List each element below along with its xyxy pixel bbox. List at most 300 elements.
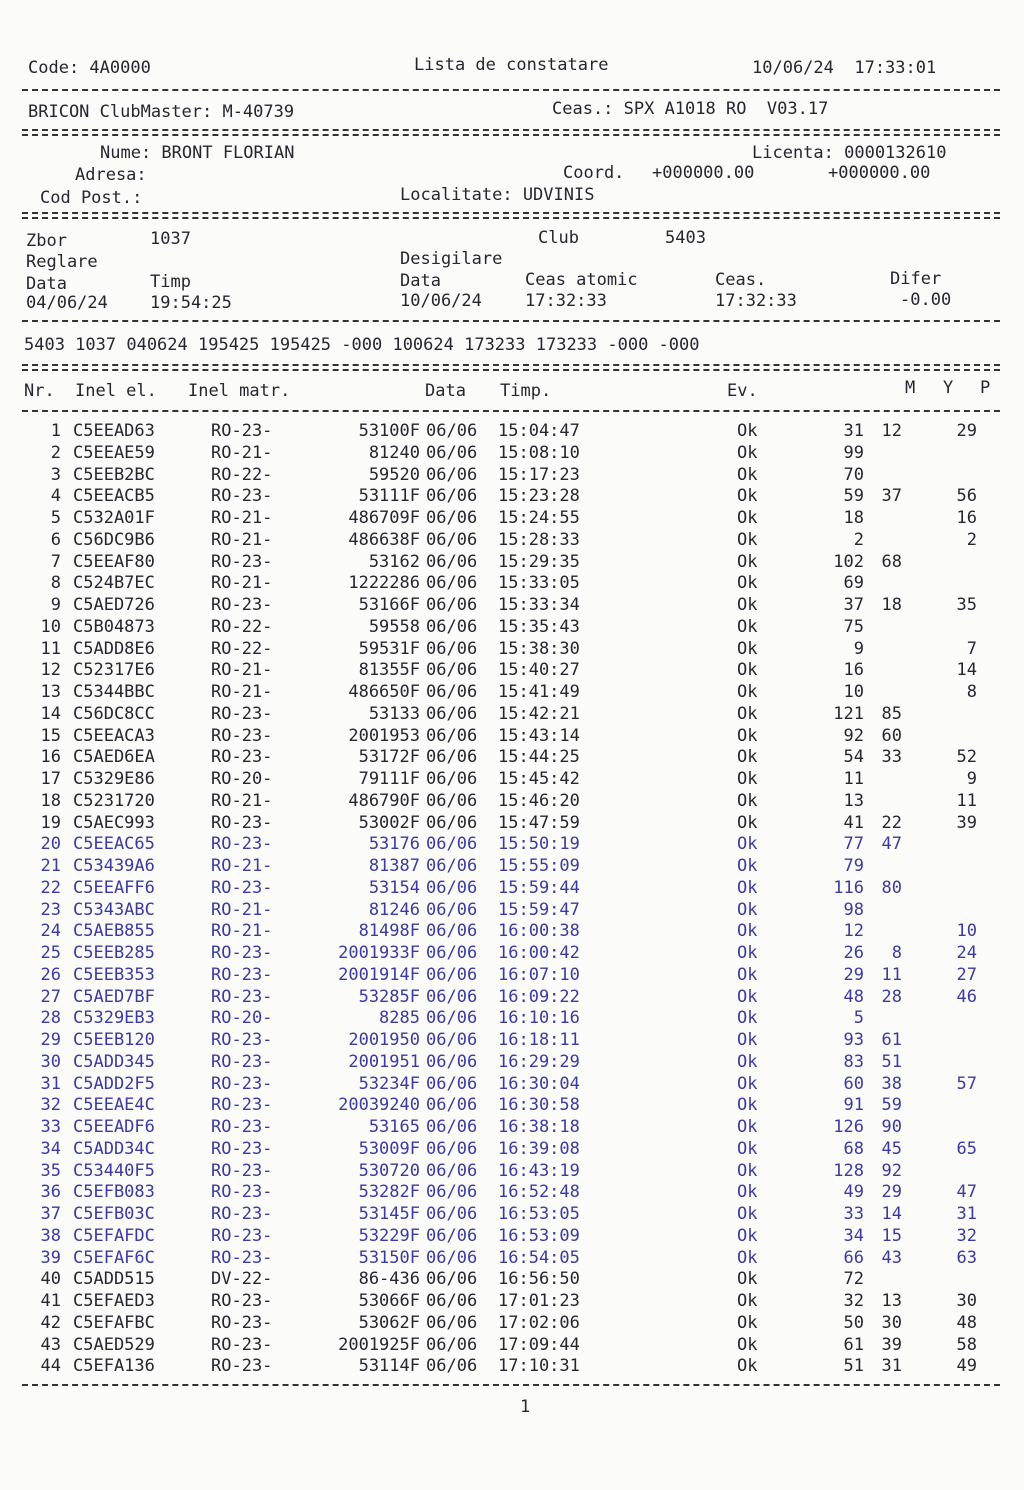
cell-time: 15:23:28 xyxy=(498,486,580,507)
cell-p: 46 xyxy=(956,986,977,1007)
cell-pre: RO-23- xyxy=(211,1030,273,1050)
table-row xyxy=(0,1095,1024,1117)
cell-ev: Ok xyxy=(737,856,758,876)
cell-el: C5EFAF6C xyxy=(73,1247,155,1268)
cell-m: 77 xyxy=(843,834,864,855)
cell-el: C5AED726 xyxy=(73,595,155,615)
cell-ring: 53234F xyxy=(358,1073,420,1094)
cell-nr: 10 xyxy=(40,616,61,637)
cell-nr: 29 xyxy=(40,1030,61,1050)
cell-date: 06/06 xyxy=(426,877,478,898)
cell-pre: RO-23- xyxy=(211,812,273,833)
cell-pre: RO-23- xyxy=(211,1138,273,1159)
cell-ring: 53285F xyxy=(358,986,420,1007)
cell-el: C532A01F xyxy=(73,508,155,528)
print-datetime: 10/06/24 17:33:01 xyxy=(752,58,937,78)
cell-ev: Ok xyxy=(737,1138,758,1159)
table-row xyxy=(0,813,1024,835)
cell-ev: Ok xyxy=(737,1030,758,1050)
cell-ring: 486650F xyxy=(348,682,420,702)
col-header-time: Timp. xyxy=(500,381,552,401)
cell-nr: 31 xyxy=(40,1073,61,1094)
cell-date: 06/06 xyxy=(426,1117,478,1137)
cell-m: 116 xyxy=(833,877,864,898)
cell-p: 2 xyxy=(966,529,977,550)
cell-nr: 43 xyxy=(40,1334,61,1355)
cell-m: 54 xyxy=(843,747,864,768)
cell-pre: RO-23- xyxy=(211,986,273,1007)
cell-p: 24 xyxy=(956,943,977,963)
cell-m: 75 xyxy=(843,616,864,637)
cell-ring: 486709F xyxy=(348,508,420,528)
cell-date: 06/06 xyxy=(426,703,478,724)
col-header-y: Y xyxy=(943,378,954,398)
table-row xyxy=(0,1074,1024,1096)
cell-date: 06/06 xyxy=(426,573,478,594)
cell-m: 18 xyxy=(843,508,864,528)
cell-nr: 18 xyxy=(40,790,61,811)
cell-ev: Ok xyxy=(737,595,758,615)
cell-time: 16:56:50 xyxy=(498,1269,580,1290)
cell-el: C5ADD2F5 xyxy=(73,1073,155,1094)
cell-ring: 53162 xyxy=(368,551,420,572)
cell-pre: RO-23- xyxy=(211,551,273,572)
cell-m: 41 xyxy=(843,812,864,833)
cell-ring: 2001914F xyxy=(338,964,420,985)
cell-pre: RO-23- xyxy=(211,964,273,985)
cell-m: 61 xyxy=(843,1334,864,1355)
club-number: 5403 xyxy=(665,228,706,248)
cell-date: 06/06 xyxy=(426,899,478,920)
cell-p: 32 xyxy=(956,1225,977,1246)
cell-p: 11 xyxy=(956,790,977,811)
cell-m: 99 xyxy=(843,442,864,463)
cell-m: 9 xyxy=(853,638,864,659)
cell-pre: RO-21- xyxy=(211,856,273,876)
cell-time: 16:07:10 xyxy=(498,964,580,985)
cell-nr: 38 xyxy=(40,1225,61,1246)
cell-pre: RO-23- xyxy=(211,1117,273,1137)
table-row xyxy=(0,465,1024,487)
cell-nr: 3 xyxy=(50,464,61,485)
table-row xyxy=(0,530,1024,552)
table-row xyxy=(0,726,1024,748)
cell-ev: Ok xyxy=(737,790,758,811)
cell-nr: 33 xyxy=(40,1117,61,1137)
cell-date: 06/06 xyxy=(426,442,478,463)
cell-ev: Ok xyxy=(737,573,758,594)
cell-time: 15:59:44 xyxy=(498,877,580,898)
setting-date-label: Data xyxy=(26,274,67,294)
cell-y: 12 xyxy=(881,421,902,441)
cell-pre: RO-23- xyxy=(211,1095,273,1116)
unsealing-label: Desigilare xyxy=(400,249,503,269)
cell-el: C5AEC993 xyxy=(73,812,155,833)
cell-el: C53439A6 xyxy=(73,856,155,876)
cell-nr: 20 xyxy=(40,834,61,855)
cell-el: C5ADD8E6 xyxy=(73,638,155,659)
cell-m: 79 xyxy=(843,856,864,876)
cell-time: 15:24:55 xyxy=(498,508,580,528)
cell-nr: 24 xyxy=(40,921,61,942)
cell-y: 18 xyxy=(881,595,902,615)
cell-pre: RO-21- xyxy=(211,660,273,681)
cell-y: 45 xyxy=(881,1138,902,1159)
cell-ev: Ok xyxy=(737,834,758,855)
unsealing-date-label: Data xyxy=(400,271,441,291)
divider xyxy=(22,1384,1000,1386)
cell-date: 06/06 xyxy=(426,1225,478,1246)
cell-pre: RO-23- xyxy=(211,1356,273,1377)
cell-y: 28 xyxy=(881,986,902,1007)
cell-m: 93 xyxy=(843,1030,864,1050)
cell-nr: 22 xyxy=(40,877,61,898)
cell-p: 30 xyxy=(956,1291,977,1311)
cell-date: 06/06 xyxy=(426,529,478,550)
coord-label: Coord. xyxy=(563,163,625,183)
cell-date: 06/06 xyxy=(426,964,478,985)
cell-y: 22 xyxy=(881,812,902,833)
col-header-nr: Nr. xyxy=(24,381,55,401)
table-row xyxy=(0,856,1024,878)
cell-time: 15:17:23 xyxy=(498,464,580,485)
setting-label: Reglare xyxy=(26,252,98,272)
cell-time: 16:30:04 xyxy=(498,1073,580,1094)
cell-p: 9 xyxy=(966,769,977,789)
cell-pre: RO-23- xyxy=(211,421,273,441)
cell-pre: RO-22- xyxy=(211,616,273,637)
cell-nr: 41 xyxy=(40,1291,61,1311)
cell-m: 37 xyxy=(843,595,864,615)
cell-date: 06/06 xyxy=(426,1356,478,1377)
cell-y: 29 xyxy=(881,1182,902,1203)
cell-nr: 27 xyxy=(40,986,61,1007)
cell-date: 06/06 xyxy=(426,1138,478,1159)
divider xyxy=(22,320,1000,322)
cell-ring: 53133 xyxy=(368,703,420,724)
table-row xyxy=(0,834,1024,856)
cell-m: 51 xyxy=(843,1356,864,1377)
cell-el: C5329E86 xyxy=(73,769,155,789)
cell-el: C5343ABC xyxy=(73,899,155,920)
cell-el: C52317E6 xyxy=(73,660,155,681)
cell-time: 17:01:23 xyxy=(498,1291,580,1311)
cell-ev: Ok xyxy=(737,1269,758,1290)
table-row xyxy=(0,486,1024,508)
cell-m: 33 xyxy=(843,1204,864,1224)
table-row xyxy=(0,769,1024,791)
cell-el: C5EFAFDC xyxy=(73,1225,155,1246)
cell-pre: RO-21- xyxy=(211,899,273,920)
divider xyxy=(22,89,1000,91)
cell-p: 35 xyxy=(956,595,977,615)
cell-time: 16:52:48 xyxy=(498,1182,580,1203)
cell-ev: Ok xyxy=(737,812,758,833)
col-header-date: Data xyxy=(425,381,466,401)
cell-pre: RO-22- xyxy=(211,464,273,485)
club-label: Club xyxy=(538,228,579,248)
cell-ring: 81246 xyxy=(368,899,420,920)
cell-el: C5EEACA3 xyxy=(73,725,155,746)
cell-time: 15:47:59 xyxy=(498,812,580,833)
cell-p: 52 xyxy=(956,747,977,768)
cell-nr: 4 xyxy=(50,486,61,507)
cell-time: 16:00:42 xyxy=(498,943,580,963)
cell-ev: Ok xyxy=(737,1117,758,1137)
clubmaster-id: BRICON ClubMaster: M-40739 xyxy=(28,102,295,122)
cell-date: 06/06 xyxy=(426,1312,478,1333)
cell-time: 16:10:16 xyxy=(498,1008,580,1029)
cell-p: 57 xyxy=(956,1073,977,1094)
cell-nr: 37 xyxy=(40,1204,61,1224)
cell-p: 16 xyxy=(956,508,977,528)
table-row xyxy=(0,704,1024,726)
cell-el: C5EEAFF6 xyxy=(73,877,155,898)
cell-m: 121 xyxy=(833,703,864,724)
cell-el: C5AED7BF xyxy=(73,986,155,1007)
cell-ring: 53282F xyxy=(358,1182,420,1203)
table-row xyxy=(0,1182,1024,1204)
cell-ring: 53165 xyxy=(368,1117,420,1137)
table-row xyxy=(0,987,1024,1009)
cell-ev: Ok xyxy=(737,1008,758,1029)
cell-p: 31 xyxy=(956,1204,977,1224)
cell-el: C5AED6EA xyxy=(73,747,155,768)
cell-y: 15 xyxy=(881,1225,902,1246)
cell-el: C5EFB03C xyxy=(73,1204,155,1224)
cell-date: 06/06 xyxy=(426,790,478,811)
cell-nr: 14 xyxy=(40,703,61,724)
cell-ring: 486638F xyxy=(348,529,420,550)
cell-ev: Ok xyxy=(737,1095,758,1116)
cell-el: C5EEAD63 xyxy=(73,421,155,441)
cell-time: 15:46:20 xyxy=(498,790,580,811)
cell-m: 83 xyxy=(843,1051,864,1072)
cell-ring: 53009F xyxy=(358,1138,420,1159)
cell-time: 16:29:29 xyxy=(498,1051,580,1072)
cell-m: 68 xyxy=(843,1138,864,1159)
cell-p: 56 xyxy=(956,486,977,507)
cell-ev: Ok xyxy=(737,986,758,1007)
cell-date: 06/06 xyxy=(426,1030,478,1050)
cell-time: 15:59:47 xyxy=(498,899,580,920)
cell-date: 06/06 xyxy=(426,1008,478,1029)
cell-m: 102 xyxy=(833,551,864,572)
cell-date: 06/06 xyxy=(426,486,478,507)
table-row xyxy=(0,878,1024,900)
cell-m: 126 xyxy=(833,1117,864,1137)
cell-pre: RO-23- xyxy=(211,486,273,507)
cell-pre: RO-21- xyxy=(211,682,273,702)
cell-ring: 53002F xyxy=(358,812,420,833)
cell-nr: 17 xyxy=(40,769,61,789)
cell-nr: 6 xyxy=(50,529,61,550)
cell-time: 15:45:42 xyxy=(498,769,580,789)
cell-date: 06/06 xyxy=(426,1334,478,1355)
cell-nr: 7 xyxy=(50,551,61,572)
cell-ev: Ok xyxy=(737,964,758,985)
cell-date: 06/06 xyxy=(426,638,478,659)
cell-time: 15:50:19 xyxy=(498,834,580,855)
cell-p: 47 xyxy=(956,1182,977,1203)
cell-date: 06/06 xyxy=(426,595,478,615)
cell-nr: 2 xyxy=(50,442,61,463)
cell-ev: Ok xyxy=(737,660,758,681)
cell-y: 90 xyxy=(881,1117,902,1137)
cell-time: 15:55:09 xyxy=(498,856,580,876)
cell-pre: RO-23- xyxy=(211,1182,273,1203)
clock-label: Ceas. xyxy=(715,270,767,290)
cell-nr: 36 xyxy=(40,1182,61,1203)
table-row xyxy=(0,921,1024,943)
cell-el: C56DC8CC xyxy=(73,703,155,724)
cell-ev: Ok xyxy=(737,1356,758,1377)
cell-time: 15:38:30 xyxy=(498,638,580,659)
cell-el: C5ADD34C xyxy=(73,1138,155,1159)
table-row xyxy=(0,1139,1024,1161)
cell-date: 06/06 xyxy=(426,943,478,963)
cell-ring: 486790F xyxy=(348,790,420,811)
cell-date: 06/06 xyxy=(426,660,478,681)
cell-ev: Ok xyxy=(737,551,758,572)
col-header-ring-number: Inel matr. xyxy=(188,381,291,401)
cell-time: 16:53:05 xyxy=(498,1204,580,1224)
atomic-clock-label: Ceas atomic xyxy=(525,270,638,290)
cell-el: C53440F5 xyxy=(73,1160,155,1181)
cell-pre: RO-23- xyxy=(211,1204,273,1224)
table-row xyxy=(0,1204,1024,1226)
cell-pre: RO-23- xyxy=(211,1334,273,1355)
difference-value: -0.00 xyxy=(900,290,952,310)
cell-ev: Ok xyxy=(737,1182,758,1203)
flight-label: Zbor xyxy=(26,231,67,251)
cell-nr: 5 xyxy=(50,508,61,528)
cell-m: 29 xyxy=(843,964,864,985)
code-label: Code: 4A0000 xyxy=(28,58,151,78)
table-row xyxy=(0,900,1024,922)
setting-time-label: Timp xyxy=(150,272,191,292)
cell-y: 37 xyxy=(881,486,902,507)
cell-el: C5EFA136 xyxy=(73,1356,155,1377)
setting-date: 04/06/24 xyxy=(26,293,108,313)
atomic-clock-time: 17:32:33 xyxy=(525,291,607,311)
cell-ev: Ok xyxy=(737,682,758,702)
cell-pre: RO-23- xyxy=(211,1225,273,1246)
cell-time: 15:35:43 xyxy=(498,616,580,637)
cell-time: 16:30:58 xyxy=(498,1095,580,1116)
cell-time: 16:00:38 xyxy=(498,921,580,942)
cell-date: 06/06 xyxy=(426,812,478,833)
cell-pre: RO-22- xyxy=(211,638,273,659)
table-row xyxy=(0,1248,1024,1270)
cell-pre: RO-23- xyxy=(211,1291,273,1311)
cell-m: 5 xyxy=(853,1008,864,1029)
cell-time: 15:42:21 xyxy=(498,703,580,724)
cell-y: 51 xyxy=(881,1051,902,1072)
cell-y: 30 xyxy=(881,1312,902,1333)
cell-m: 11 xyxy=(843,769,864,789)
cell-ev: Ok xyxy=(737,1225,758,1246)
cell-y: 68 xyxy=(881,551,902,572)
cell-ring: 2001950 xyxy=(348,1030,420,1050)
cell-time: 15:08:10 xyxy=(498,442,580,463)
col-header-electronic-ring: Inel el. xyxy=(75,381,157,401)
cell-el: C56DC9B6 xyxy=(73,529,155,550)
cell-time: 16:18:11 xyxy=(498,1030,580,1050)
cell-m: 70 xyxy=(843,464,864,485)
cell-pre: RO-21- xyxy=(211,529,273,550)
table-row xyxy=(0,1356,1024,1378)
cell-nr: 34 xyxy=(40,1138,61,1159)
cell-el: C5EEB353 xyxy=(73,964,155,985)
cell-p: 49 xyxy=(956,1356,977,1377)
cell-m: 59 xyxy=(843,486,864,507)
clock-model: Ceas.: SPX A1018 RO V03.17 xyxy=(552,99,829,119)
cell-m: 128 xyxy=(833,1160,864,1181)
cell-nr: 11 xyxy=(40,638,61,659)
cell-pre: RO-21- xyxy=(211,921,273,942)
cell-pre: RO-23- xyxy=(211,1051,273,1072)
cell-m: 31 xyxy=(843,421,864,441)
cell-el: C5AEB855 xyxy=(73,921,155,942)
cell-el: C5329EB3 xyxy=(73,1008,155,1029)
cell-date: 06/06 xyxy=(426,1204,478,1224)
cell-pre: RO-21- xyxy=(211,573,273,594)
cell-pre: RO-23- xyxy=(211,703,273,724)
divider xyxy=(22,134,1000,136)
cell-pre: RO-21- xyxy=(211,790,273,811)
cell-el: C5ADD515 xyxy=(73,1269,155,1290)
cell-nr: 26 xyxy=(40,964,61,985)
cell-date: 06/06 xyxy=(426,1051,478,1072)
cell-ev: Ok xyxy=(737,877,758,898)
cell-p: 39 xyxy=(956,812,977,833)
divider xyxy=(22,217,1000,219)
fancier-name: Nume: BRONT FLORIAN xyxy=(100,143,295,163)
cell-el: C5EEAE4C xyxy=(73,1095,155,1116)
cell-ev: Ok xyxy=(737,529,758,550)
cell-date: 06/06 xyxy=(426,1182,478,1203)
cell-el: C5EEACB5 xyxy=(73,486,155,507)
cell-date: 06/06 xyxy=(426,747,478,768)
table-row xyxy=(0,1161,1024,1183)
cell-time: 15:04:47 xyxy=(498,421,580,441)
cell-ev: Ok xyxy=(737,747,758,768)
cell-ev: Ok xyxy=(737,899,758,920)
cell-y: 59 xyxy=(881,1095,902,1116)
cell-ring: 53111F xyxy=(358,486,420,507)
table-row xyxy=(0,639,1024,661)
cell-time: 16:39:08 xyxy=(498,1138,580,1159)
table-row xyxy=(0,1052,1024,1074)
cell-date: 06/06 xyxy=(426,508,478,528)
table-row xyxy=(0,1335,1024,1357)
cell-pre: RO-23- xyxy=(211,877,273,898)
page-number: 1 xyxy=(520,1397,531,1417)
cell-nr: 13 xyxy=(40,682,61,702)
cell-nr: 28 xyxy=(40,1008,61,1029)
cell-m: 34 xyxy=(843,1225,864,1246)
cell-ring: 2001933F xyxy=(338,943,420,963)
cell-y: 38 xyxy=(881,1073,902,1094)
cell-m: 13 xyxy=(843,790,864,811)
table-row xyxy=(0,1291,1024,1313)
table-row xyxy=(0,682,1024,704)
cell-ring: 53062F xyxy=(358,1312,420,1333)
cell-ring: 81387 xyxy=(368,856,420,876)
cell-ev: Ok xyxy=(737,616,758,637)
cell-m: 66 xyxy=(843,1247,864,1268)
